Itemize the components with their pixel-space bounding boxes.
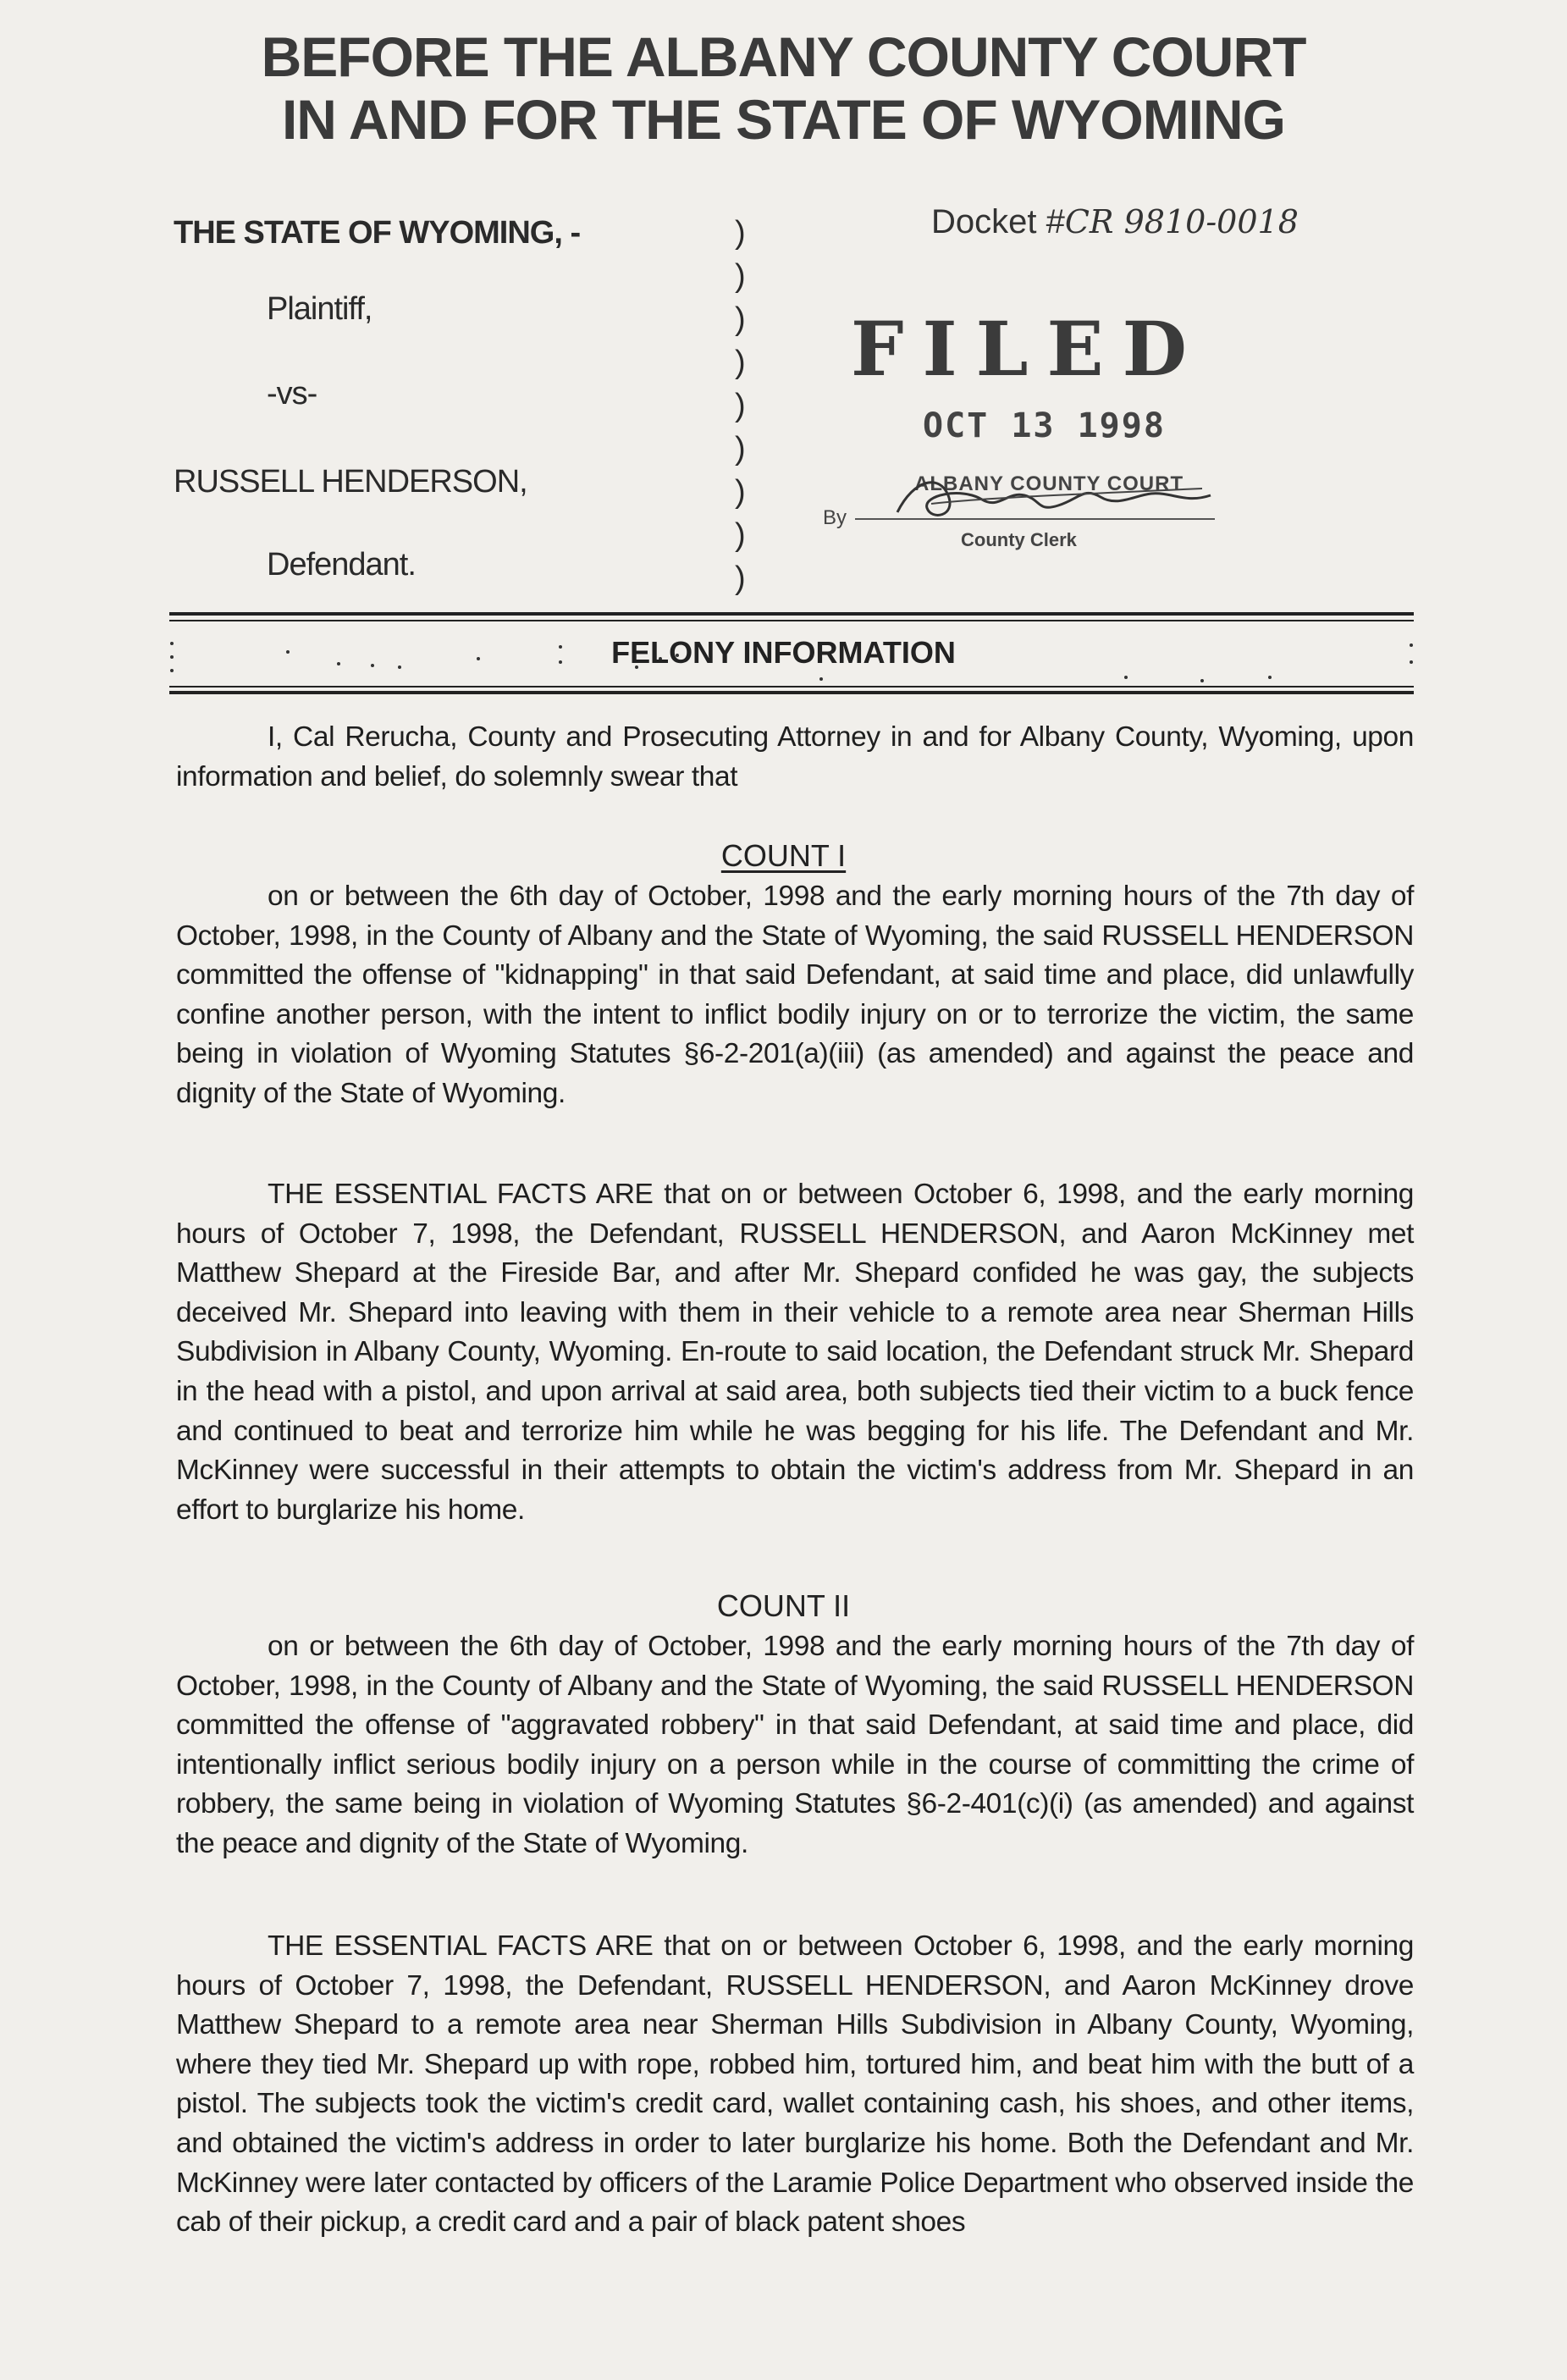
count-2-heading: COUNT II: [716, 1588, 851, 1623]
document-heading: FELONY INFORMATION: [611, 635, 956, 670]
filed-stamp-court: ALBANY COUNTY COURT: [914, 472, 1184, 495]
versus-label: -vs-: [267, 376, 317, 411]
count-1-charge: on or between the 6th day of October, 1998 and the early morning hours of the 7th day of October, 1998, in the County of Albany and the State of Wyoming, the said RUSSELL HENDERSON committed the offense of "kidnapping" in that said Defendant, at said time and place, did unlawfully confine another person, with the intent to inflict bodily injury on or to terrorize the victim, the same being in violation of Wyoming Statutes §6-2-201(a)(iii) (as amended) and against the peace and dignity of the State of Wyoming.: [176, 881, 1414, 1109]
defendant-label: Defendant.: [267, 547, 416, 583]
court-title-line-1: BEFORE THE ALBANY COUNTY COURT: [261, 25, 1306, 88]
heading-rule-bottom: [169, 691, 1414, 694]
filed-stamp-clerk: County Clerk: [961, 529, 1077, 550]
court-title-line-2: IN AND FOR THE STATE OF WYOMING: [281, 88, 1286, 151]
heading-rule-top-thin: [169, 620, 1414, 621]
defendant-name: RUSSELL HENDERSON,: [174, 464, 527, 500]
preamble-paragraph: I, Cal Rerucha, County and Prosecuting Attorney in and for Albany County, Wyoming, upon information and belief, do solemnly swear that: [176, 721, 1414, 792]
clerk-signature: [880, 470, 1219, 529]
docket-number: [931, 203, 1299, 241]
filed-stamp-by: By: [823, 506, 847, 529]
plaintiff-name: THE STATE OF WYOMING, -: [174, 215, 581, 251]
count-1-heading: COUNT I: [720, 838, 847, 873]
count-2-charge: on or between the 6th day of October, 1998 and the early morning hours of the 7th day of October, 1998, in the County of Albany and the State of Wyoming, the said RUSSELL HENDERSON committed the offense of "aggravated robbery" in that said Defendant, at said time and place, did intentionally inflict serious bodily injury on a person while in the course of committing the crime of robbery, the same being in violation of Wyoming Statutes §6-2-401(c)(i) (as amended) and against the peace and dignity of the State of Wyoming.: [176, 1631, 1414, 1859]
filed-stamp: FILED: [851, 305, 1206, 393]
count-2-facts: THE ESSENTIAL FACTS ARE that on or between October 6, 1998, and the early morning hours of October 7, 1998, the Defendant, RUSSELL HENDERSON, and Aaron McKinney drove Matthew Shepard to a remote area near Sherman Hills Subdivision in Albany County, Wyoming, where they tied Mr. Shepard up with rope, robbed him, tortured him, and beat him with the butt of a pistol. The subjects took the victim's credit card, wallet containing cash, his shoes, and other items, and obtained the victim's address in order to later burglarize his home. Both the Defendant and Mr. McKinney were later contacted by officers of the Laramie Police Department who observed inside the cab of their pickup, a credit card and a pair of black patent shoes: [176, 1930, 1414, 2239]
heading-rule-top: [169, 612, 1414, 616]
count-1-facts: THE ESSENTIAL FACTS ARE that on or between October 6, 1998, and the early morning hours of October 7, 1998, the Defendant, RUSSELL HENDERSON, and Aaron McKinney met Matthew Shepard at the Fireside Bar, and after Mr. Shepard confided he was gay, the subjects deceived Mr. Shepard into leaving with them in their vehicle to a remote area near Sherman Hills Subdivision in Albany County, Wyoming. En-route to said location, the Defendant struck Mr. Shepard in the head with a pistol, and upon arrival at said area, both subjects tied their victim to a buck fence and continued to beat and terrorize him while he was begging for his life. The Defendant and Mr. McKinney were successful in their attempts to obtain the victim's address from Mr. Shepard in an effort to burglarize his home.: [176, 1179, 1414, 1526]
heading-rule-bottom-thin: [169, 686, 1414, 687]
caption-parenthesis-column: ) ) ) ) ) ) ) ) ): [735, 215, 746, 596]
docket-label: Docket #: [931, 203, 1065, 240]
court-title: [0, 25, 1567, 151]
docket-handwritten-number: CR 9810-0018: [1064, 203, 1299, 240]
filed-stamp-date: OCT 13 1998: [923, 406, 1166, 445]
plaintiff-label: Plaintiff,: [267, 291, 372, 327]
